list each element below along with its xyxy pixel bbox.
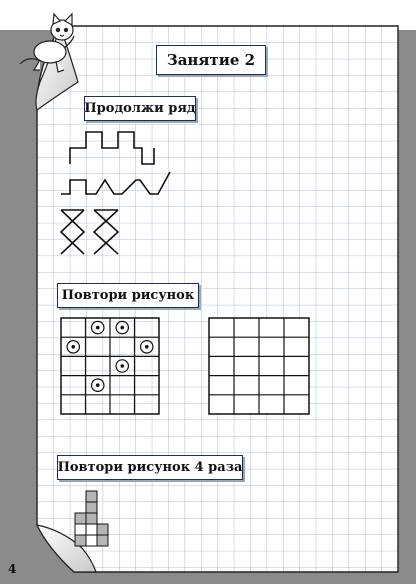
center-dot xyxy=(120,326,124,330)
pattern-block-cell xyxy=(75,535,86,546)
page-number: 4 xyxy=(8,562,17,576)
center-dot xyxy=(96,383,100,387)
task-label-continue-row: Продолжи ряд xyxy=(84,96,196,121)
pattern-block-cell xyxy=(97,524,108,535)
pattern-block-cell xyxy=(75,513,86,524)
pattern-block-cell xyxy=(86,535,97,546)
pattern-block-cell xyxy=(86,491,97,502)
task-label-repeat-four-times: Повтори рисунок 4 раза xyxy=(57,455,243,480)
task-label-repeat-drawing: Повтори рисунок xyxy=(57,283,199,308)
pattern-block-cell xyxy=(75,524,86,535)
center-dot xyxy=(145,345,149,349)
center-dot xyxy=(120,364,124,368)
center-dot xyxy=(71,345,75,349)
center-dot xyxy=(96,326,100,330)
pattern-block-cell xyxy=(97,535,108,546)
pattern-block-cell xyxy=(86,513,97,524)
lesson-title: Занятие 2 xyxy=(156,45,266,75)
copy-grid[interactable] xyxy=(209,318,309,414)
pattern-block-cell xyxy=(86,502,97,513)
